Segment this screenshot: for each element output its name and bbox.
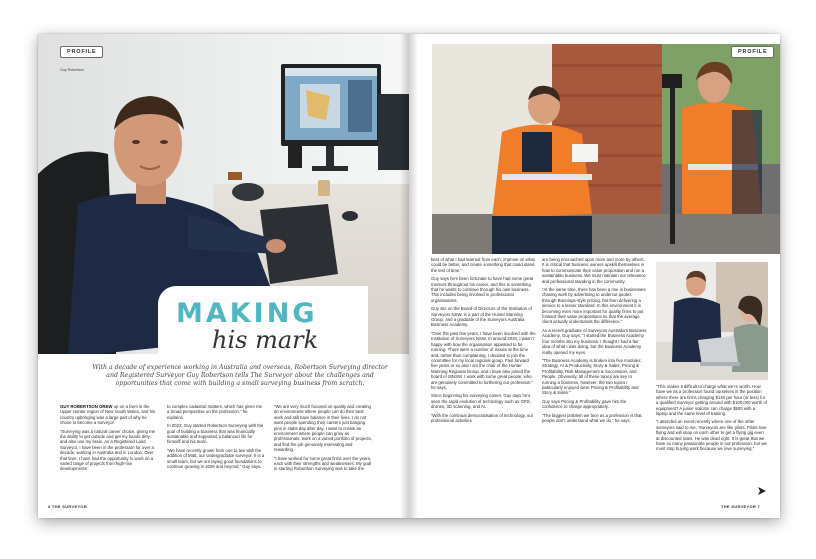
left-column-3 [274, 404, 372, 475]
paragraph: “The biggest problem we face as a profession is that people don’t understand what we do,” he says. [542, 412, 642, 423]
outdoor-photo-illustration [432, 44, 780, 254]
headline-making: MAKING [176, 298, 318, 329]
paragraph: Guy sits on the Board of Directors of the Institution of Surveyors NSW, is a part of the Hunter Manning Group, and a graduate of the Surveyors Australia Business Academy. [431, 306, 532, 328]
paragraph: In 2022, Guy started Robertson Surveying with the goal of building a business that was financially sustainable and supported a balanced life for himself and his team. [167, 423, 264, 445]
paragraph: “We have recently grown from one to two with the addition of Matt, our undergraduate surveyor. It is a small team, but we are laying good foundations to continue growing in 2026 and beyond,” Guy says. [167, 447, 265, 470]
paragraph: “We are very much focused on quality and creating an environment where people can do their best work and still have balance in their lives. I do not want people spending their careers just banging pins in slabs day after day. I want to create an environment where people can grow as professionals, work on a varied portfolio of projects, and find the job genuinely interesting and rewarding. [274, 404, 372, 453]
paragraph: Guy says Pricing & Profitability gave him the confidence to charge appropriately. [542, 398, 627, 410]
paragraph: best of what I had learned from each, improve on what could be better, and create something that could stand the test of time.” [431, 257, 535, 273]
paragraph: “This makes it difficult to charge what we’re worth. How have we as a profession found ourselves in the position where there are firms charging $140 per hour (or less) for a qualified Surveyor getting around with $100,000 worth of equipment? A junior solicitor can charge $500 with a laptop and the same level of training. [656, 384, 768, 417]
page-footer-left: 6 THE SURVEYOR [48, 504, 88, 509]
profile-tag: PROFILE [60, 46, 103, 58]
paragraph: “Over the past few years, I have been involved with the Institution of Surveyors NSW. In around 2020, I wasn’t happy with how the organisation appeared to be running. There were a number of issues at the time and, rather than complaining, I decided to join the committee for my local regional group. Fast forward five years or so and I am the chair of the Hunter Manning Regional Group, and I have also joined the board of ISNSW. I work with some great people, who are genuinely committed to furthering our profession,” he says. [431, 330, 536, 390]
paragraph: “At the same time, there has been a rise in businesses chasing work by advertising to undercut quotes through Bunnings-style pricing, but then delivering a service to a lesser standard. In this environment it is becoming even more important for quality firms to put forward their value propositions so that the average client actually understands the difference.” [542, 287, 646, 325]
left-column-1 [60, 404, 158, 475]
photo-meeting-laptop [656, 262, 768, 380]
photo-caption: Guy Robertson [60, 68, 85, 72]
right-column-2 [542, 257, 647, 426]
paragraph: “I have worked for some great firms over the years, each with their strengths and weaknesses. My goal in starting Robertson Surveying was to take the [274, 455, 372, 472]
paragraph: “Surveying was a natural career choice, giving me the ability to get outside and get my hands dirty, and also use my brain. As a Registered Land Surveyor, I have been in the profession for over a decade, working in Australia and in London. Over that time, I have had the opportunity to work on a varied range of projects from high-rise developments [60, 428, 156, 472]
paragraph: “I attended an event recently where one of the other surveyors said to me, ‘Surveyors are like pilots. Pilots love flying and will snap on each other to get a flying gig even at discounted rates. He was dead right. It is great that we have so many passionate people in our profession, but we must stop buying work because we love surveying.” [656, 419, 767, 452]
paragraph: “With the continual democratisation of technology, our professional activities [431, 412, 534, 423]
standfirst: With a decade of experience working in Australia and overseas, Robertson Surveying director and Registered Surveyor Guy Robertson tells The Surveyor about the challenges and opportunities that come with building a small surveying business from scratch. [92, 364, 388, 387]
right-page [409, 34, 780, 518]
next-page-arrow-icon [757, 486, 767, 496]
page-footer-right: THE SURVEYOR 7 [721, 504, 761, 509]
profile-tag-right: PROFILE [731, 46, 774, 58]
paragraph: As a recent graduate of Surveyors Australia’s Business Academy, Guy says, “I started the Business Academy four months into my business. I thought I had a fair idea of what I was doing, but the Business Academy really opened my eyes. [542, 327, 647, 355]
paragraph: to complex cadastral matters, which has given me a broad perspective on the profession,” he explains. [167, 404, 263, 420]
paragraph-text: up on a farm in the Upper Hunter region of New South Wales, and his country upbringing was a large part of why he chose to become a surveyor. [60, 404, 156, 426]
meeting-photo-illustration [656, 262, 768, 380]
lead-in: GUY ROBERTSON GREW [60, 404, 113, 409]
magazine-spread [38, 34, 780, 518]
paragraph: “The Business Academy is broken into five modules: Strategy, AI & Productivity, Story & Sales, Pricing & Profitability, Risk Management & Succession, and People. Obviously, all of these topics are key to running a business, however, the two topics I particularly enjoyed were Pricing & Profitability and Story & Sales.” [542, 357, 642, 396]
paragraph [60, 404, 158, 426]
paragraph: Guy says he’s been fortunate to have had some great mentors throughout his career, and this is something that he wants to continue through his own business. This includes being involved in professional organisations. [431, 276, 534, 303]
paragraph: Since beginning his surveying career, Guy says he’s seen the rapid evolution of technology such as GPS, drones, 3D scanning, and AI. [431, 393, 531, 410]
right-column-3 [656, 384, 768, 455]
paragraph: are being encroached upon more and more by others. It is critical that business owners upskill themselves in how to communicate their value proposition and run a sustainable business. We must maintain our relevance and professional standing in the community. [542, 257, 646, 284]
photo-surveyors-outdoors [432, 44, 780, 254]
headline-his-mark: his mark [212, 326, 319, 354]
right-column-1 [431, 257, 536, 426]
left-column-2 [167, 404, 265, 472]
left-page [38, 34, 409, 518]
